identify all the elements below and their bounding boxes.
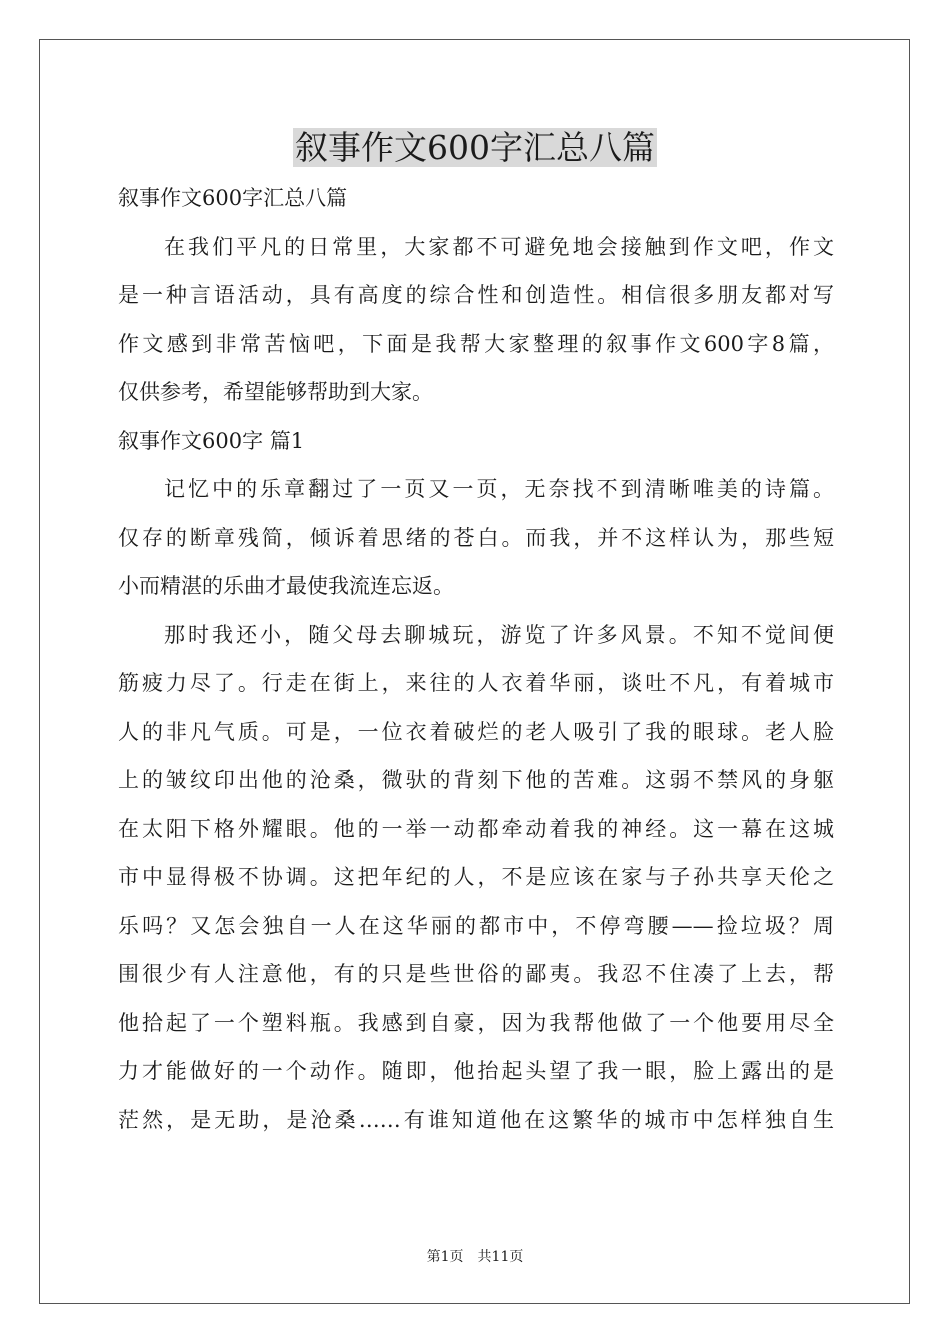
paragraph-line: 那时我还小，随父母去聊城玩，游览了许多风景。不知不觉间便: [164, 622, 834, 647]
document-title-text: 叙事作文600字汇总八篇: [295, 128, 655, 167]
paragraph-line: 记忆中的乐章翻过了一页又一页，无奈找不到清晰唯美的诗篇。: [164, 477, 834, 501]
paragraph-line: 在太阳下格外耀眼。他的一举一动都牵动着我的神经。这一幕在这城: [118, 816, 834, 841]
paragraph-line: 上的皱纹印出他的沧桑，微驮的背刻下他的苦难。这弱不禁风的身躯: [118, 768, 834, 792]
page-total: 共11页: [477, 1249, 524, 1265]
paragraph-line: 茫然，是无助，是沧桑……有谁知道他在这繁华的城市中怎样独自生: [118, 1107, 834, 1132]
paragraph-line: 仅存的断章残简，倾诉着思绪的苍白。而我，并不这样认为，那些短: [118, 525, 834, 550]
paragraph-line: 在我们平凡的日常里，大家都不可避免地会接触到作文吧，作文: [164, 234, 834, 259]
paragraph-line: 市中显得极不协调。这把年纪的人，不是应该在家与子孙共享天伦之: [118, 865, 834, 889]
page-footer: [0, 1246, 950, 1266]
paragraph-line: 围很少有人注意他，有的只是些世俗的鄙夷。我忍不住凑了上去，帮: [118, 962, 834, 986]
paragraph-line: 筋疲力尽了。行走在街上，来往的人衣着华丽，谈吐不凡，有着城市: [118, 671, 834, 695]
section-heading: 叙事作文600字汇总八篇: [118, 186, 348, 210]
paragraph-line: 人的非凡气质。可是，一位衣着破烂的老人吸引了我的眼球。老人脸: [118, 719, 834, 744]
paragraph-line: 乐吗？又怎会独自一人在这华丽的都市中，不停弯腰——捡垃圾？周: [118, 913, 834, 938]
paragraph-line: 是一种言语活动，具有高度的综合性和创造性。相信很多朋友都对写: [118, 283, 834, 307]
document-title: [0, 122, 950, 174]
page-number: 第1页: [426, 1249, 464, 1265]
paragraph-line: 仅供参考，希望能够帮助到大家。: [118, 380, 433, 404]
section-heading: 叙事作文600字 篇1: [118, 428, 305, 453]
paragraph-line: 作文感到非常苦恼吧，下面是我帮大家整理的叙事作文600字8篇，: [118, 331, 834, 356]
paragraph-line: 他拾起了一个塑料瓶。我感到自豪，因为我帮他做了一个他要用尽全: [118, 1010, 834, 1035]
document-body: [118, 174, 834, 1144]
paragraph-line: 小而精湛的乐曲才最使我流连忘返。: [118, 574, 454, 598]
paragraph-line: 力才能做好的一个动作。随即，他抬起头望了我一眼，脸上露出的是: [118, 1059, 834, 1083]
